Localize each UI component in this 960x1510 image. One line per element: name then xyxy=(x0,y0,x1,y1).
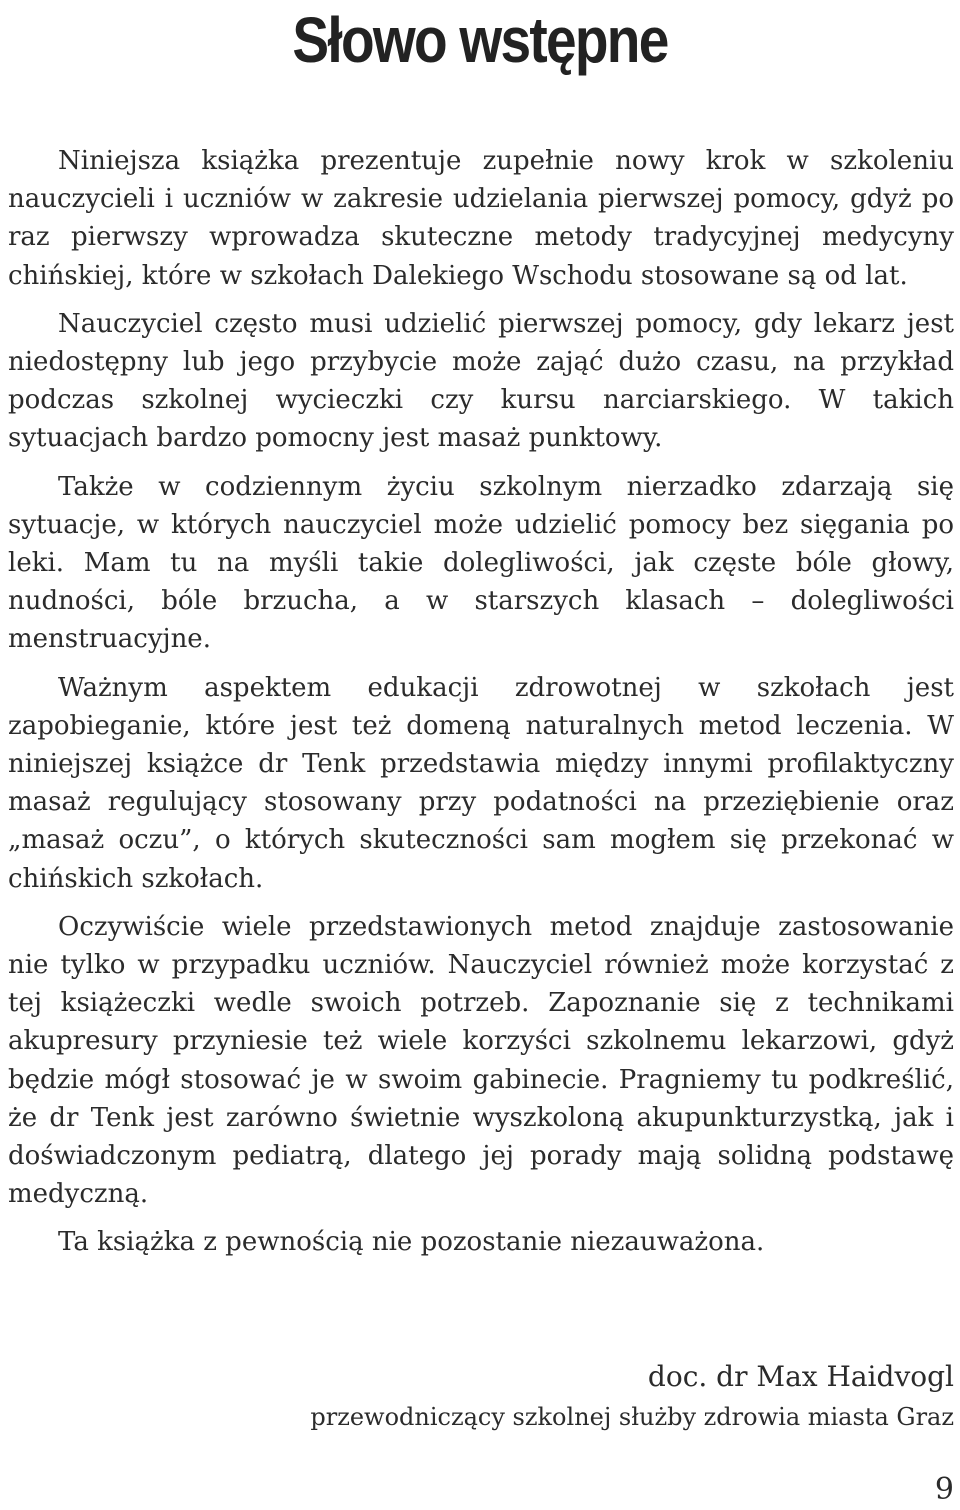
signature-name: doc. dr Max Haidvogl xyxy=(647,1360,954,1393)
signature-block xyxy=(310,1357,954,1437)
paragraph-1: Niniejsza książka prezentuje zupełnie nowy krok w szkoleniu nauczycieli i uczniów w zakresie udzielania pierwszej pomocy, gdyż po raz pierwszy wprowadza skuteczne metody tradycyjnej medycyny chińskiej, które w szkołach Dalekiego Wschodu stosowane są od lat. xyxy=(8,146,954,291)
signature-role: przewodniczący szkolnej służby zdrowia miasta Graz xyxy=(310,1403,954,1431)
body-text xyxy=(8,142,954,1272)
paragraph-6: Ta książka z pewnością nie pozostanie niezauważona. xyxy=(58,1227,765,1258)
paragraph-5: Oczywiście wiele przedstawionych metod znajduje zastosowanie nie tylko w przypadku uczniów. Nauczyciel również może korzystać z tej książeczki wedle swoich potrzeb. Zapoznanie się z technikami akupresury przyniesie też wiele korzyści szkolnemu lekarzowi, gdyż będzie mógł stosować je w swoim gabinecie. Pragniemy tu podkreślić, że dr Tenk jest zarówno świetnie wyszkoloną akupunkturzystką, jak i doświadczonym pediatrą, dlatego jej porady mają solidną podstawę medyczną. xyxy=(8,911,954,1210)
paragraph-3: Także w codziennym życiu szkolnym nierzadko zdarzają się sytuacje, w których nauczyciel może udzielić pomocy bez sięgania po leki. Mam tu na myśli takie dolegliwości, jak częste bóle głowy, nudności, bóle brzucha, a w starszych klasach – dolegliwości menstruacyjne. xyxy=(8,471,954,655)
paragraph-4: Ważnym aspektem edukacji zdrowotnej w szkołach jest zapobieganie, które jest też domeną naturalnych metod leczenia. W niniejszej książce dr Tenk przedstawia między innymi profilaktyczny masaż regulujący stosowany przy podatności na przeziębienie oraz „masaż oczu”, o których skuteczności sam mogłem się przekonać w chińskich szkołach. xyxy=(8,672,954,894)
paragraph-2: Nauczyciel często musi udzielić pierwszej pomocy, gdy lekarz jest niedostępny lub jego przybycie może zająć dużo czasu, na przykład podczas szkolnej wycieczki czy kursu narciarskiego. W takich sytuacjach bardzo pomocny jest masaż punktowy. xyxy=(8,308,954,454)
page-title: Słowo wstępne xyxy=(292,4,668,76)
page-number: 9 xyxy=(934,1472,954,1507)
